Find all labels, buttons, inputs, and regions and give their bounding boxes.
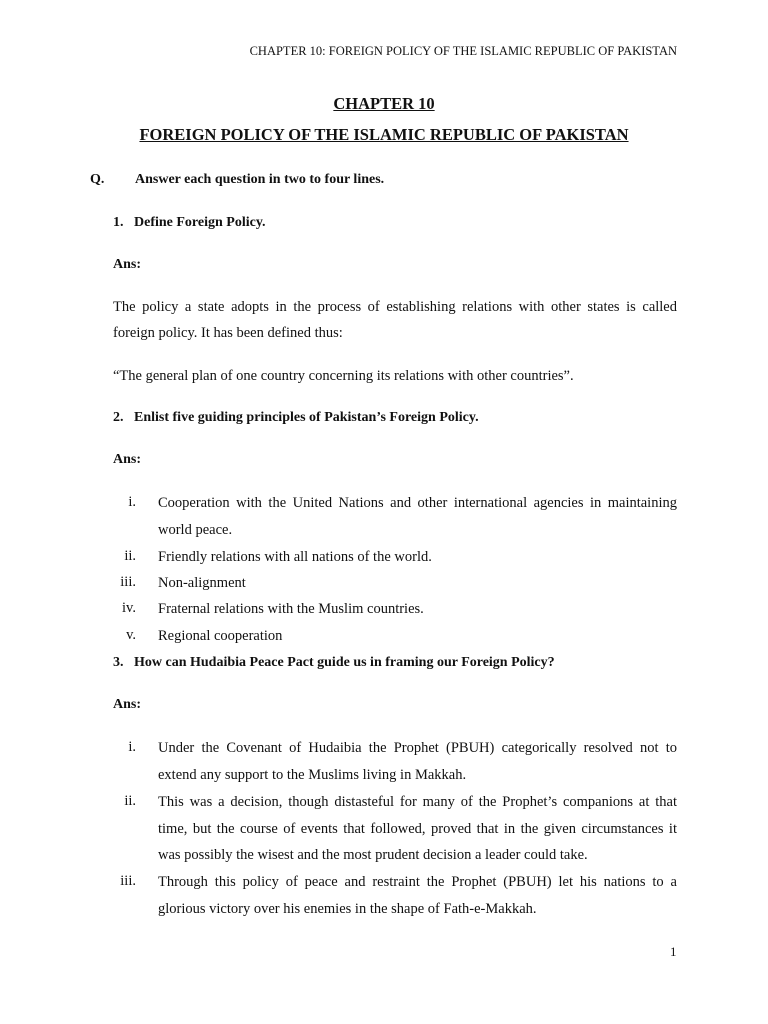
q2-item-number: iii. xyxy=(120,574,136,590)
q2-item-number: i. xyxy=(128,494,136,510)
q2-item-text: Friendly relations with all nations of the world. xyxy=(158,549,432,565)
q2-item-number: ii. xyxy=(124,548,136,564)
question-label: Q. xyxy=(90,172,105,187)
q1-quote: “The general plan of one country concerning its relations with other countries”. xyxy=(113,368,574,384)
q1-paragraph: The policy a state adopts in the process of establishing relations with other states is called foreign policy. It has been defined thus: xyxy=(113,299,677,341)
q1-heading: 1. Define Foreign Policy. xyxy=(113,215,266,230)
q2-item-text: Cooperation with the United Nations and other international agencies in maintaining world peace. xyxy=(158,495,677,538)
q3-ans-label: Ans: xyxy=(113,697,142,712)
chapter-subtitle: FOREIGN POLICY OF THE ISLAMIC REPUBLIC OF PAKISTAN xyxy=(139,125,629,144)
chapter-title: CHAPTER 10 xyxy=(333,94,435,113)
q2-item-text: Regional cooperation xyxy=(158,628,283,644)
q1-ans-label: Ans: xyxy=(113,257,142,272)
q3-item-number: i. xyxy=(128,739,136,755)
q3-item-text: This was a decision, though distasteful for many of the Prophet’s companions at that time, but the course of events that followed, proved that in the given circumstances it was possibly the wisest and the most prudent decision a leader could take. xyxy=(158,794,677,863)
q2-item-text: Non-alignment xyxy=(158,575,246,591)
q3-item-number: ii. xyxy=(124,793,136,809)
running-header: CHAPTER 10: FOREIGN POLICY OF THE ISLAMIC REPUBLIC OF PAKISTAN xyxy=(249,44,677,58)
q2-item-number: v. xyxy=(126,627,136,643)
q3-item-number: iii. xyxy=(120,873,136,889)
q2-item-text: Fraternal relations with the Muslim countries. xyxy=(158,601,424,617)
q3-heading: 3. How can Hudaibia Peace Pact guide us in framing our Foreign Policy? xyxy=(113,655,555,670)
q3-item-text: Under the Covenant of Hudaibia the Prophet (PBUH) categorically resolved not to extend any support to the Muslims living in Makkah. xyxy=(158,740,677,783)
question-instruction: Answer each question in two to four lines. xyxy=(135,172,385,187)
q2-item-number: iv. xyxy=(122,600,136,616)
page-number: 1 xyxy=(670,944,677,959)
q2-ans-label: Ans: xyxy=(113,452,142,467)
q3-item-text: Through this policy of peace and restraint the Prophet (PBUH) let his nations to a glorious victory over his enemies in the shape of Fath-e-Makkah. xyxy=(158,874,677,917)
q2-heading: 2. Enlist five guiding principles of Pakistan’s Foreign Policy. xyxy=(113,410,479,425)
